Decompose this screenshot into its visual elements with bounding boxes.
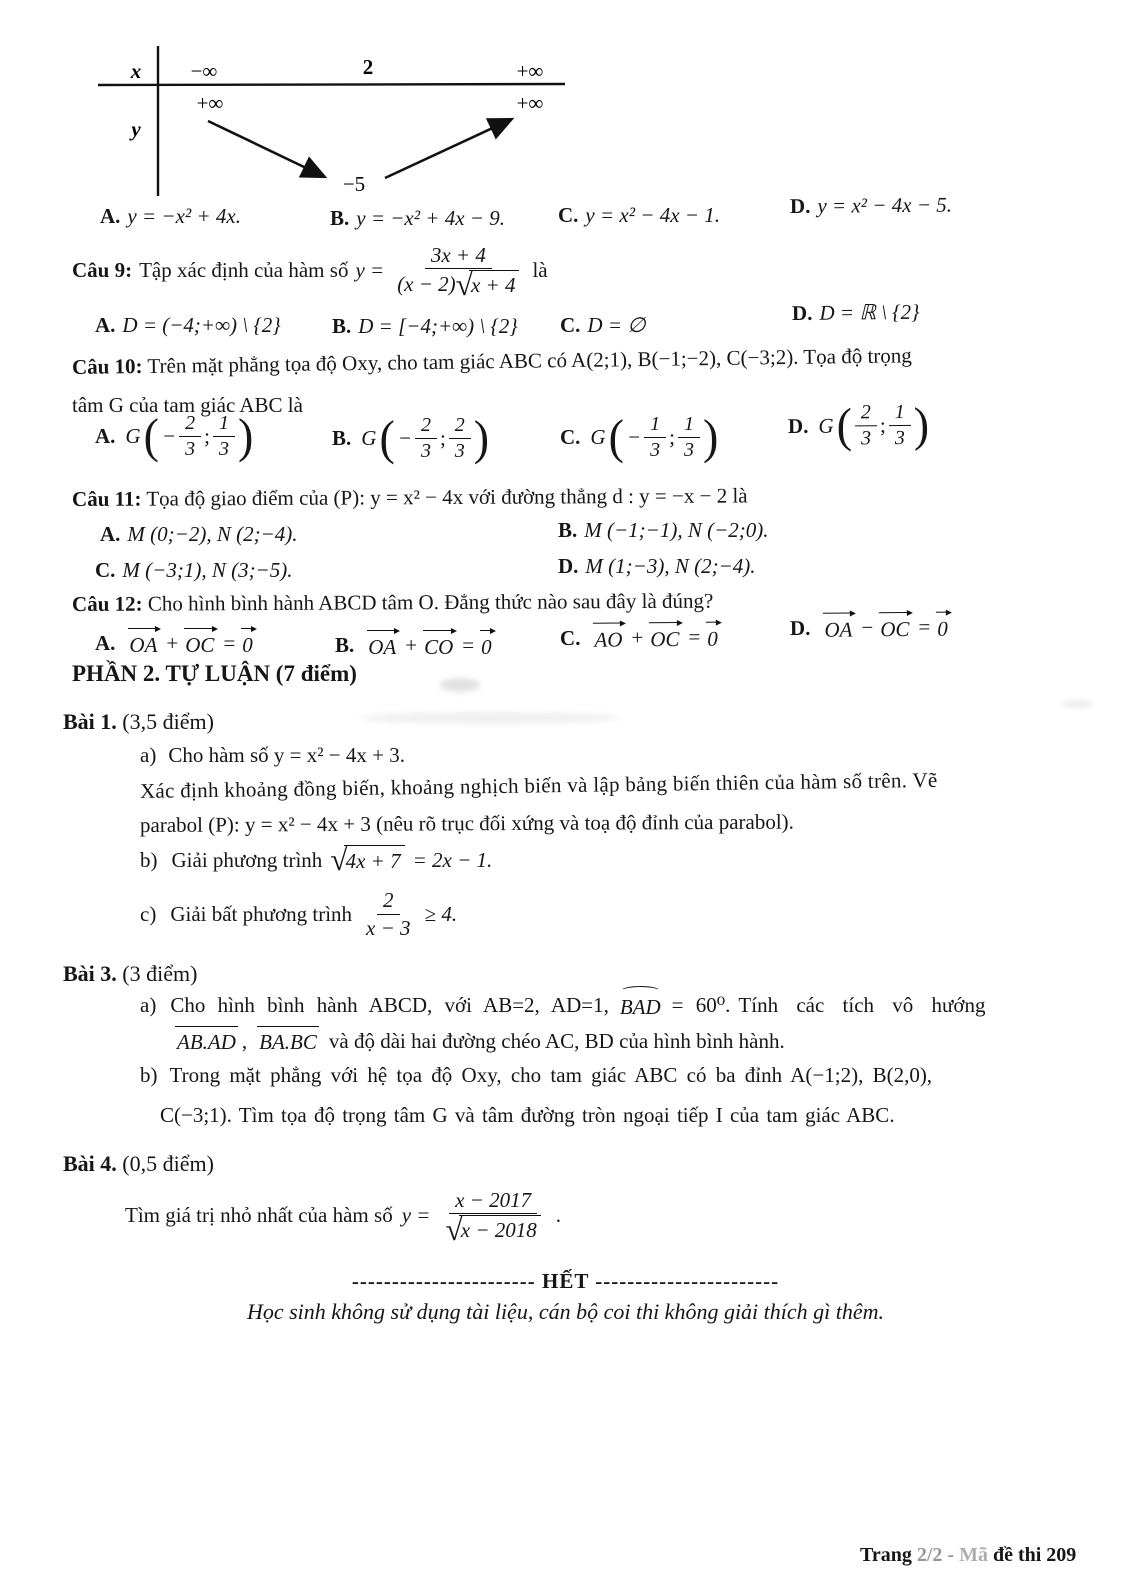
vector-1: AO (592, 622, 626, 653)
q10-stem-line1 (72, 342, 912, 380)
option-label: B. (335, 633, 355, 657)
operator: + (631, 625, 644, 650)
bai4-points: (0,5 điểm) (122, 1151, 214, 1176)
den: 3 (185, 437, 196, 460)
vector-2: OC (878, 612, 913, 643)
den-factor: (x − 2) (397, 271, 456, 296)
point-name: G (818, 413, 834, 438)
table-y-label: y (131, 117, 141, 141)
table-x-right: +∞ (516, 59, 544, 83)
item-label: b) (140, 847, 158, 872)
table-x-mid: 2 (362, 55, 374, 79)
den: 3 (860, 426, 872, 449)
bai1-title (63, 708, 214, 736)
option-label: A. (100, 522, 121, 546)
item-label: b) (140, 1063, 158, 1087)
q9-option-b (332, 313, 518, 339)
option-formula: D = [−4;+∞) \ {2} (358, 314, 518, 338)
fraction-x (644, 413, 666, 462)
zero-vector: 0 (240, 628, 257, 658)
bai3-points: (3 điểm) (122, 961, 198, 986)
zero-vector: 0 (705, 622, 722, 652)
item-text: Cho hàm số y = x² − 4x + 3. (168, 743, 405, 767)
radicand: 4x + 7 (344, 845, 405, 874)
table-y-left: +∞ (196, 91, 224, 115)
equals: = (223, 631, 236, 655)
fraction-x (179, 412, 201, 461)
operator: + (405, 633, 418, 657)
close-paren: ) (473, 411, 490, 465)
q12-option-c (560, 622, 722, 654)
q11-label: Câu 11: (71, 486, 142, 511)
operator: − (861, 615, 874, 640)
table-arrow-down (208, 121, 325, 177)
zero-vector: 0 (935, 612, 952, 642)
footer-exam-code: đề thi 209 (992, 1544, 1077, 1566)
table-y-min: −5 (342, 172, 366, 196)
inequality-fraction (360, 888, 417, 939)
bai1-a-line3: parabol (P): y = x² − 4x + 3 (nêu rõ trục đối xứng và toạ độ đỉnh của parabol). (139, 809, 794, 837)
variation-table (92, 38, 572, 203)
option-label: B. (332, 425, 352, 450)
den: 3 (650, 438, 661, 461)
scan-smudge (360, 712, 620, 724)
item-text: Giải bất phương trình (170, 901, 353, 926)
q9-stem (72, 232, 548, 308)
option-label: B. (558, 518, 578, 542)
option-label: C. (95, 558, 116, 582)
table-y-right: +∞ (516, 91, 544, 115)
option-label: A. (95, 313, 116, 337)
footer-page-number: 2/2 - (916, 1544, 955, 1566)
item-text: và độ dài hai đường chéo AC, BD của hình bình hành. (328, 1028, 785, 1053)
item-label: c) (140, 901, 157, 926)
option-formula: D = (−4;+∞) \ {2} (122, 313, 281, 337)
option-label: D. (791, 300, 813, 325)
close-paren: ) (237, 409, 254, 463)
bai3-title (63, 960, 197, 988)
footer-code-word: Mã (959, 1544, 988, 1566)
equals: = (462, 633, 475, 657)
dot-product-2: BA.BC (257, 1026, 319, 1055)
page-footer (860, 1543, 1076, 1568)
option-formula: y = −x² + 4x. (127, 204, 241, 228)
option-formula: M (−1;−1), N (−2;0). (584, 518, 769, 542)
item-text-pre: Cho hình bình hành ABCD, với AB=2, AD=1, (170, 993, 609, 1017)
q10-option-c (560, 406, 718, 468)
bai4-label: Bài 4. (63, 1151, 117, 1176)
bai1-a-line2: Xác định khoảng đồng biến, khoảng nghịch biến và lập bảng biến thiên của hàm số trên. Vẽ (139, 767, 938, 803)
q11-option-c (95, 557, 292, 583)
bai1-label: Bài 1. (63, 709, 117, 734)
option-formula: D = ℝ \ {2} (819, 299, 920, 325)
bai3-b (140, 1062, 932, 1088)
option-formula: y = x² − 4x − 5. (817, 192, 953, 218)
table-horizontal-rule (98, 84, 565, 85)
fraction-x (855, 401, 877, 450)
option-label: D. (789, 615, 811, 640)
close-paren: ) (702, 410, 719, 464)
separator: , (241, 1028, 248, 1053)
num: 1 (889, 400, 911, 425)
q8-option-c (558, 202, 720, 228)
den-sqrt (455, 267, 520, 302)
q9-option-a (95, 312, 281, 338)
table-x-label: x (130, 59, 142, 83)
bai4-body (125, 1178, 561, 1252)
bai3-a-line2 (175, 1026, 785, 1055)
scan-smudge (440, 678, 480, 692)
table-x-left: −∞ (190, 59, 218, 83)
bai1-c (140, 880, 457, 948)
exam-note: Học sinh không sử dụng tài liệu, cán bộ coi thi không giải thích gì thêm. (246, 1299, 885, 1324)
end-line: ----------------------- HẾT ----------------------- (351, 1269, 780, 1293)
footer-page-word: Trang (860, 1544, 912, 1566)
option-label: B. (330, 206, 350, 230)
q9-stem-pre: Tập xác định của hàm số (139, 257, 349, 282)
num: 2 (449, 414, 471, 439)
table-arrow-up (385, 119, 512, 178)
bai4-fraction (439, 1187, 546, 1247)
separator: ; (439, 425, 446, 450)
q10-option-a (95, 405, 253, 467)
fraction-y (678, 413, 700, 462)
q12-label: Câu 12: (71, 591, 143, 616)
bai4-title (63, 1150, 214, 1178)
fraction-denominator (391, 267, 525, 302)
radical-sign: √ (330, 842, 348, 877)
separator: ; (669, 424, 675, 449)
q9-fraction (391, 242, 525, 302)
inequality-rhs: ≥ 4. (424, 901, 458, 926)
q9-lhs: y = (355, 257, 385, 282)
q9-option-c (560, 312, 646, 338)
angle-hat: BAD (617, 990, 664, 1020)
num: 2 (415, 414, 437, 439)
q8-option-b (330, 205, 505, 231)
num: 2 (855, 401, 877, 426)
point-name: G (590, 424, 606, 449)
q11-option-d (558, 553, 755, 579)
q8-option-a (100, 203, 241, 229)
dot-product-1: AB.AD (175, 1026, 238, 1055)
bai1-a (140, 742, 405, 768)
den: 3 (454, 439, 465, 462)
open-paren: ( (836, 398, 853, 453)
fraction-y (213, 412, 235, 461)
close-paren: ) (913, 397, 930, 452)
part2-heading: PHẦN 2. TỰ LUẬN (7 điểm) (72, 661, 357, 686)
q11-option-b (558, 517, 769, 543)
equals: = (688, 624, 701, 649)
q10-text: Trên mặt phẳng tọa độ Oxy, cho tam giác ABC có A(2;1), B(−1;−2), C(−3;2). Tọa độ trọng (147, 343, 912, 378)
open-paren: ( (379, 411, 395, 465)
separator: ; (204, 423, 210, 448)
vector-2: CO (422, 630, 457, 660)
function-lhs: y = (401, 1202, 431, 1227)
option-label: D. (558, 554, 579, 578)
option-label: C. (558, 203, 579, 227)
num: 2 (179, 412, 201, 437)
num: x − 2017 (449, 1188, 537, 1214)
item-text: Tìm giá trị nhỏ nhất của hàm số (125, 1202, 393, 1227)
q12-option-a (95, 628, 257, 658)
fraction-x (415, 414, 437, 463)
sqrt-expression (330, 842, 404, 877)
fraction-numerator: 3x + 4 (425, 243, 492, 269)
q11-stem (72, 482, 748, 512)
separator: ; (879, 413, 886, 438)
sign: − (161, 423, 177, 448)
num: 1 (644, 413, 666, 438)
operator: + (166, 631, 179, 655)
zero-vector: 0 (479, 630, 496, 660)
angle-value: = 60⁰. (671, 993, 731, 1017)
q10-option-d (788, 394, 930, 457)
num: 1 (678, 413, 700, 438)
option-label: B. (332, 314, 352, 338)
q11-option-a (100, 521, 297, 547)
q11-text: Tọa độ giao điểm của (P): y = x² − 4x với đường thẳng d : y = −x − 2 là (146, 483, 748, 511)
vector-2: OC (183, 628, 218, 658)
option-label: D. (789, 193, 811, 218)
num: 2 (377, 888, 400, 914)
open-paren: ( (608, 410, 624, 464)
option-formula: M (0;−2), N (2;−4). (127, 522, 298, 546)
q12-option-d (790, 612, 952, 644)
item-label: a) (140, 993, 157, 1017)
equals: = (918, 614, 931, 639)
period: . (555, 1202, 561, 1227)
option-label: A. (100, 204, 121, 228)
q10-option-b (332, 407, 489, 469)
open-paren: ( (143, 409, 159, 463)
sign: − (626, 424, 642, 449)
radicand: x − 2018 (459, 1215, 541, 1242)
fraction-y (889, 400, 911, 449)
item-text: Giải phương trình (171, 847, 323, 872)
equation-rhs: = 2x − 1. (412, 847, 493, 872)
point-name: G (361, 425, 377, 450)
vector-2: OC (648, 622, 683, 653)
option-formula: y = x² − 4x − 1. (585, 203, 720, 227)
item-text-post: Tính các tích vô hướng (738, 993, 986, 1017)
q10-label: Câu 10: (71, 354, 143, 379)
option-label: A. (95, 423, 116, 448)
den: x − 3 (366, 915, 411, 940)
vector-1: OA (822, 612, 856, 643)
q12-option-b (335, 630, 496, 660)
q9-label: Câu 9: (72, 257, 133, 282)
bai1-points: (3,5 điểm) (122, 709, 214, 734)
q10-text2: tâm G của tam giác ABC là (72, 393, 303, 417)
q12-text: Cho hình bình hành ABCD tâm O. Đẳng thức nào sau đây là đúng? (147, 588, 714, 616)
den: 3 (683, 438, 694, 461)
radical-sign: √ (445, 1212, 463, 1247)
radical-sign: √ (455, 267, 473, 302)
den (439, 1212, 546, 1247)
vector-1: OA (127, 628, 161, 658)
item-text: Trong mặt phẳng với hệ tọa độ Oxy, cho tam giác ABC có ba đỉnh A(−1;2), B(2,0), (169, 1063, 933, 1087)
option-label: C. (559, 625, 581, 650)
fraction-y (449, 414, 471, 463)
vector-1: OA (366, 630, 400, 660)
q12-stem (72, 588, 713, 618)
option-formula: y = −x² + 4x − 9. (356, 206, 505, 230)
num: 1 (213, 412, 235, 437)
den: 3 (894, 426, 905, 449)
den: 3 (218, 437, 229, 460)
item-label: a) (140, 743, 157, 767)
option-formula: M (−3;1), N (3;−5). (122, 558, 293, 582)
option-label: C. (560, 424, 581, 449)
bai3-b-line2: C(−3;1). Tìm tọa độ trọng tâm G và tâm đường tròn ngoại tiếp I của tam giác ABC. (160, 1103, 895, 1127)
scan-smudge (1060, 700, 1094, 708)
point-name: G (125, 423, 141, 448)
option-label: D. (787, 413, 809, 438)
q9-option-d (792, 299, 920, 326)
den-sqrt (445, 1212, 540, 1247)
option-label: C. (560, 313, 581, 337)
den: 3 (420, 439, 431, 462)
option-label: A. (95, 631, 116, 655)
q9-stem-post: là (532, 257, 548, 282)
bai1-b (140, 842, 493, 877)
q8-option-d (790, 192, 952, 220)
option-formula: D = ∅ (587, 313, 646, 337)
bai3-a (140, 990, 986, 1020)
bai3-label: Bài 3. (63, 961, 117, 986)
sign: − (397, 425, 412, 450)
radicand: x + 4 (469, 270, 520, 297)
option-formula: M (1;−3), N (2;−4). (585, 554, 756, 578)
